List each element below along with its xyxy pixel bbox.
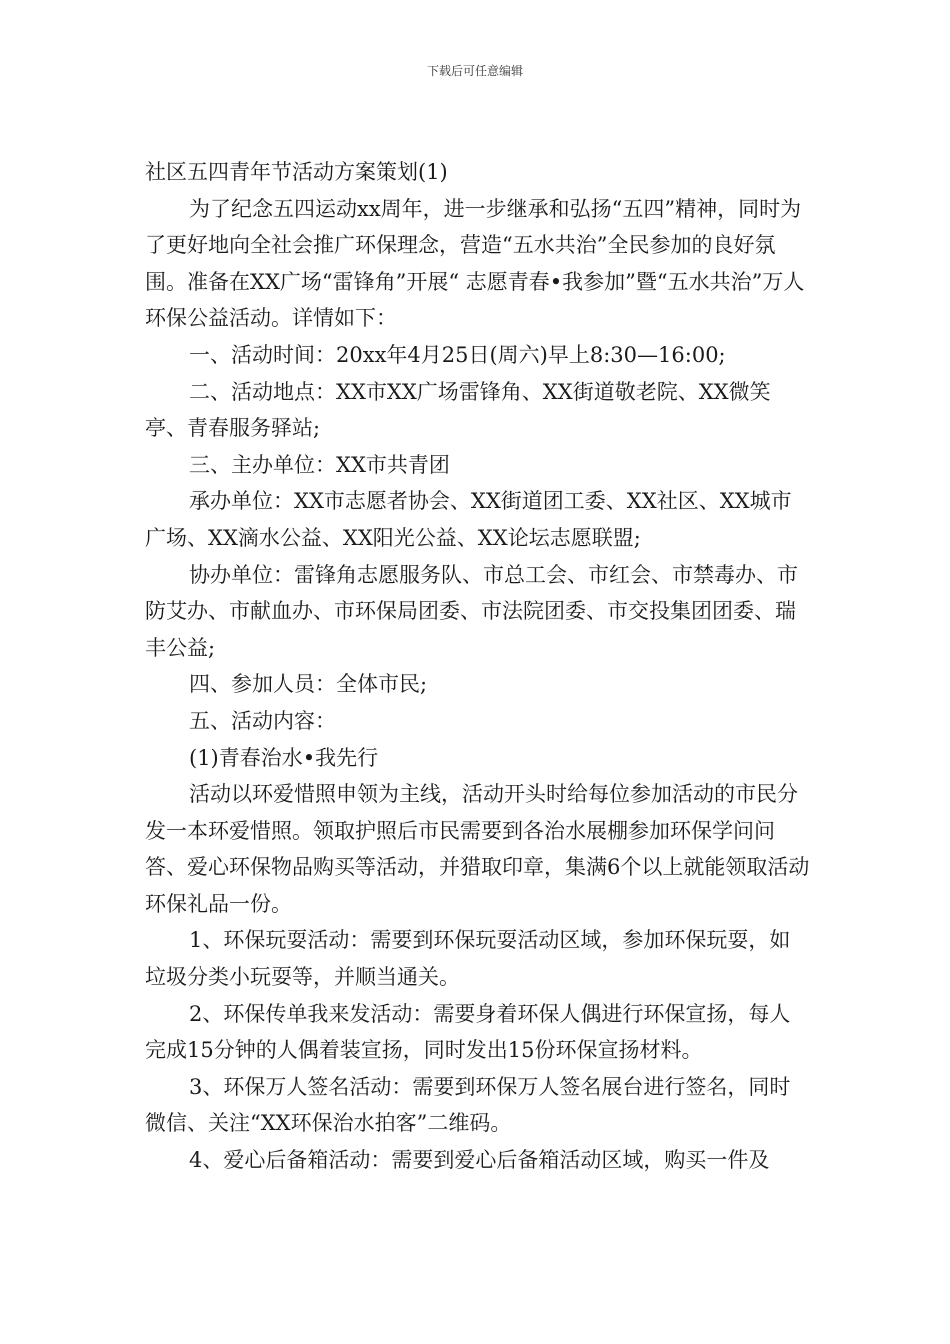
paragraph-undertaker: 承办单位：XX市志愿者协会、XX街道团工委、XX社区、XX城市广场、XX滴水公益、XX阳光公益、XX论坛志愿联盟; [145, 489, 792, 550]
paragraph-passport: 活动以环爱惜照申领为主线，活动开头时给每位参加活动的市民分发一本环爱惜照。领取护照后市民需要到各治水展棚参加环保学问问答、爱心环保物品购买等活动，并猎取印章，集满6个以上就能领取活动环保礼品一份。 [145, 782, 810, 916]
paragraph-co-organizer: 协办单位：雷锋角志愿服务队、市总工会、市红会、市禁毒办、市防艾办、市献血办、市环保局团委、市法院团委、市交投集团团委、瑞丰公益; [145, 562, 798, 660]
paragraph-item-4: 4、爱心后备箱活动：需要到爱心后备箱活动区域，购买一件及 [189, 1148, 770, 1173]
document-title: 社区五四青年节活动方案策划(1) [145, 160, 448, 184]
header-note: 下载后可任意编辑 [426, 64, 523, 78]
paragraph-subheading: (1)青春治水•我先行 [189, 745, 379, 770]
paragraph-participants: 四、参加人员：全体市民; [189, 672, 428, 697]
paragraph-item-3: 3、环保万人签名活动：需要到环保万人签名展台进行签名，同时微信、关注“XX环保治水拍客”二维码。 [145, 1074, 791, 1136]
paragraph-item-2: 2、环保传单我来发活动：需要身着环保人偶进行环保宣扬，每人完成15分钟的人偶着装宣扬，同时发出15份环保宣扬材料。 [145, 1001, 791, 1063]
paragraph-item-1: 1、环保玩耍活动：需要到环保玩耍活动区域，参加环保玩耍，如垃圾分类小玩耍等，并顺当通关。 [145, 928, 791, 990]
paragraph-organizer: 三、主办单位：XX市共青团 [189, 452, 450, 477]
paragraph-intro: 为了纪念五四运动xx周年，进一步继承和弘扬“五四”精神，同时为了更好地向全社会推广环保理念，营造“五水共治”全民参加的良好氛围。准备在XX广场“雷锋角”开展“ 志愿青春•我参加”暨“五水共治”万人环保公益活动。详情如下： [145, 196, 805, 331]
document-body [145, 154, 810, 1179]
paragraph-content-heading: 五、活动内容： [189, 708, 336, 733]
paragraph-location: 二、活动地点：XX市XX广场雷锋角、XX街道敬老院、XX微笑亭、青春服务驿站; [145, 379, 771, 441]
paragraph-time: 一、活动时间：20xx年4月25日(周六)早上8:30—16:00; [189, 342, 726, 367]
